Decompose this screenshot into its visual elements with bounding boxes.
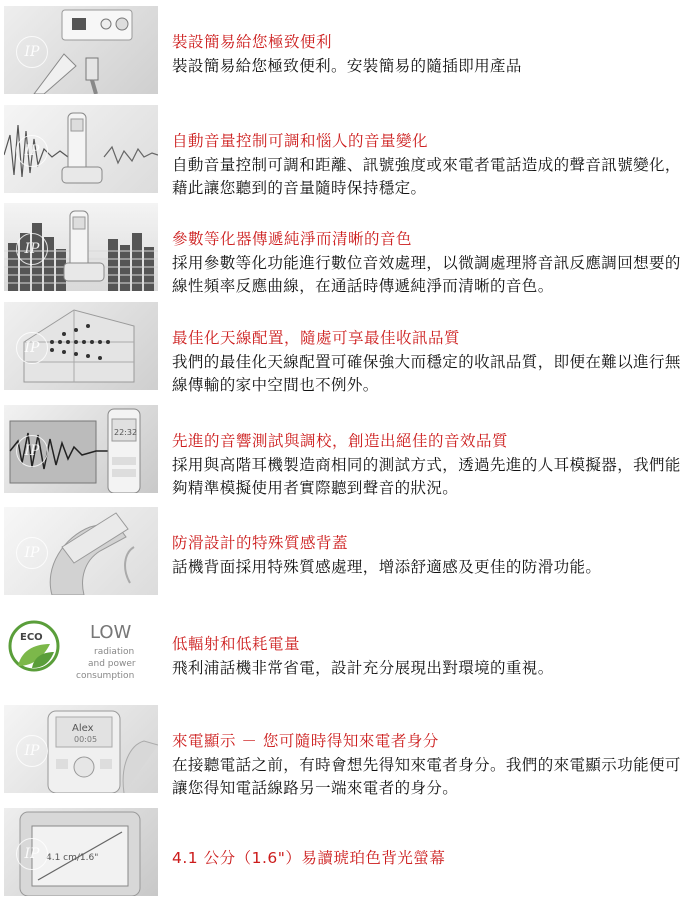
eco-line-3: consumption — [76, 671, 135, 681]
watermark-logo: IP — [16, 435, 48, 467]
watermark-logo: IP — [16, 36, 48, 68]
feature-row-antenna — [0, 302, 690, 394]
caller-id-icon — [4, 705, 158, 793]
eco-line-2: and power — [88, 659, 136, 669]
eco-label: ECO — [20, 632, 43, 643]
equalizer-icon — [4, 203, 158, 291]
feature-description: 在接聽電話之前，有時會想先得知來電者身分。我們的來電顯示功能便可讓您得知電話線路另一端來電者的身分。 — [172, 756, 681, 797]
feature-description: 我們的最佳化天線配置可確保強大而穩定的收訊品質，即便在難以進行無線傳輸的家中空間也不例外。 — [172, 353, 681, 394]
feature-title: 低輻射和低耗電量 — [172, 635, 301, 653]
feature-description: 自動音量控制可調和距離、訊號強度或來電者電話造成的聲音訊號變化，藉此讓您聽到的音量隨時保持穩定。 — [172, 156, 681, 197]
feature-row-caller-id — [0, 705, 690, 797]
eco-line-1: radiation — [94, 647, 135, 657]
caller-time: 00:05 — [74, 735, 98, 744]
feature-description: 飛利浦話機非常省電，設計充分展現出對環境的重視。 — [172, 659, 554, 677]
watermark-logo: IP — [16, 537, 48, 569]
eco-low-label: LOW — [90, 622, 132, 643]
eco-icon — [4, 608, 158, 696]
caller-name: Alex — [72, 723, 94, 734]
feature-title: 來電顯示 － 您可隨時得知來電者身分 — [172, 732, 439, 750]
sound-test-icon — [4, 405, 158, 493]
watermark-logo: IP — [16, 735, 48, 767]
feature-row-install — [0, 6, 690, 98]
volume-wave-icon — [4, 105, 158, 193]
antenna-house-icon — [4, 302, 158, 390]
feature-title: 自動音量控制可調和惱人的音量變化 — [172, 132, 429, 150]
handset-clock: 22:32 — [114, 428, 138, 437]
display-size-icon — [4, 808, 158, 896]
feature-title: 先進的音響測試與調校，創造出絕佳的音效品質 — [172, 432, 509, 450]
feature-description: 採用參數等化功能進行數位音效處理，以微調處理將音訊反應調回想要的線性頻率反應曲線，在通話時傳遞純淨而清晰的音色。 — [172, 254, 681, 295]
display-size-label: 4.1 cm/1.6" — [46, 853, 99, 863]
feature-description: 話機背面採用特殊質感處理，增添舒適感及更佳的防滑功能。 — [172, 558, 602, 576]
hand-grip-icon — [4, 507, 158, 595]
feature-row-anti-slip — [0, 507, 690, 599]
watermark-logo: IP — [16, 332, 48, 364]
watermark-logo: IP — [16, 135, 48, 167]
plug-install-icon — [4, 6, 158, 94]
feature-title: 防滑設計的特殊質感背蓋 — [172, 534, 349, 552]
feature-row-display — [0, 808, 690, 900]
feature-row-auto-volume — [0, 105, 690, 197]
feature-row-equalizer — [0, 203, 690, 295]
feature-row-acoustic-test — [0, 405, 690, 497]
feature-title: 參數等化器傳遞純淨而清晰的音色 — [172, 230, 413, 248]
watermark-logo: IP — [16, 233, 48, 265]
feature-description: 裝設簡易給您極致便利。安裝簡易的隨插即用產品 — [172, 57, 522, 75]
feature-title: 裝設簡易給您極致便利 — [172, 33, 333, 51]
feature-title: 4.1 公分（1.6"）易讀琥珀色背光螢幕 — [172, 849, 446, 867]
feature-description: 採用與高階耳機製造商相同的測試方式，透過先進的人耳模擬器，我們能夠精準模擬使用者實際聽到聲音的狀況。 — [172, 456, 681, 497]
feature-title: 最佳化天線配置，隨處可享最佳收訊品質 — [172, 329, 461, 347]
watermark-logo: IP — [16, 838, 48, 870]
feature-row-eco — [0, 608, 690, 700]
